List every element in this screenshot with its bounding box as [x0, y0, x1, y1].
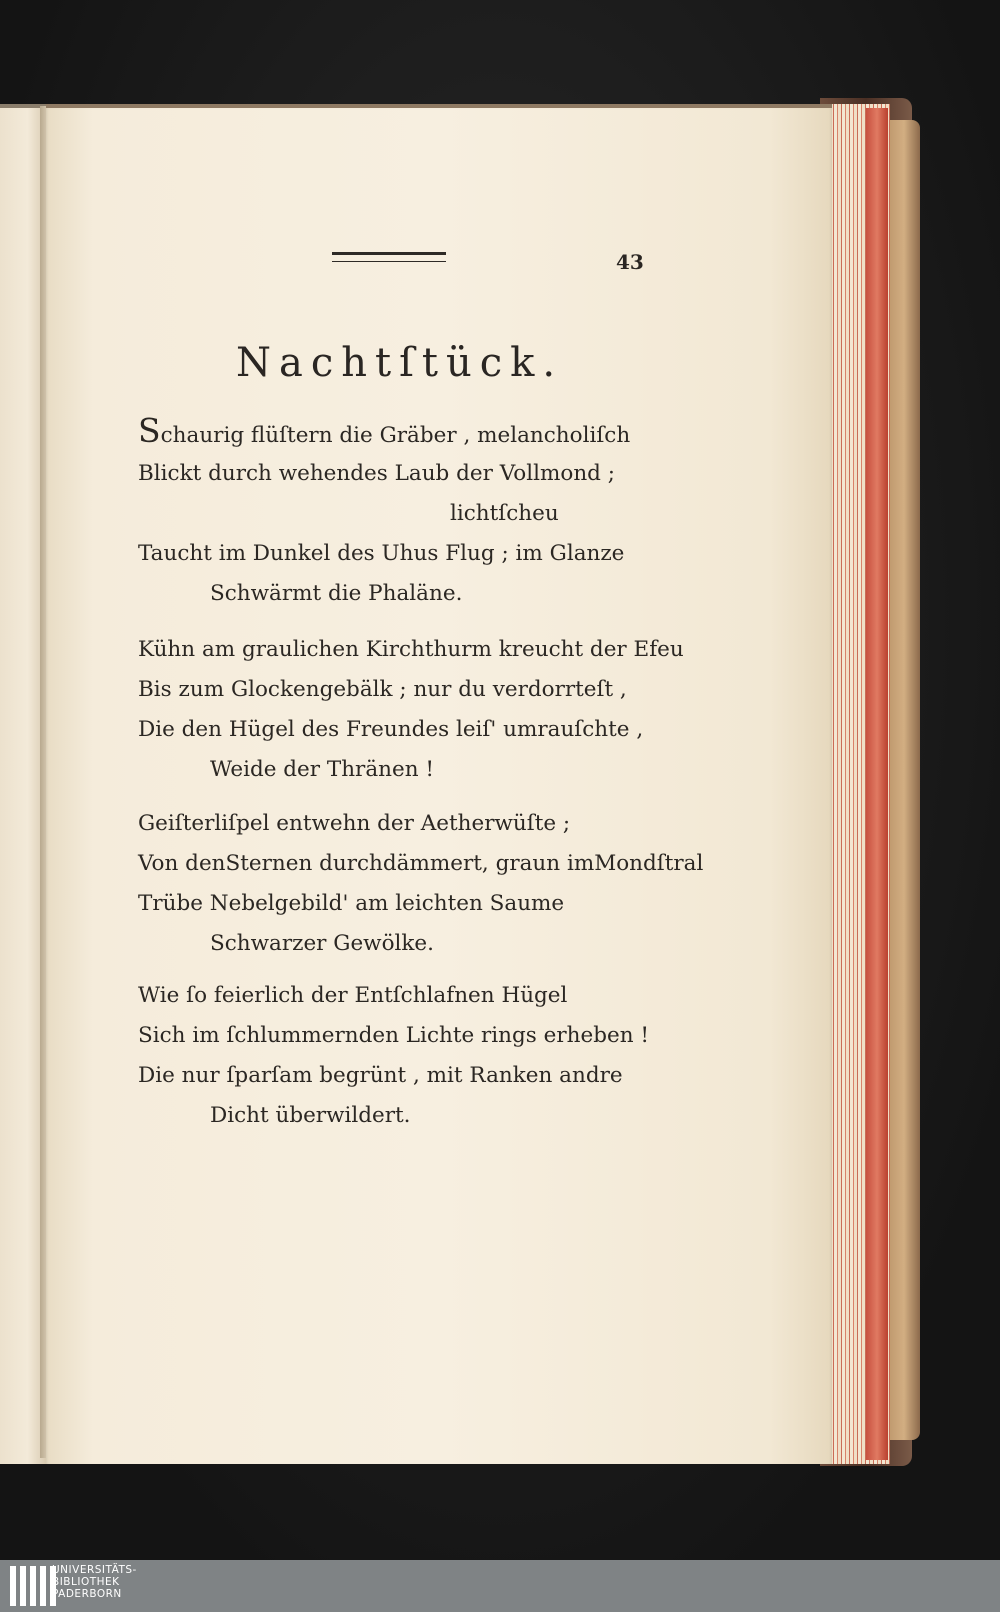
poem-line: Taucht im Dunkel des Uhus Flug ; im Glanze — [138, 541, 625, 566]
poem-line: Weide der Thränen ! — [210, 757, 435, 782]
poem-line: Wie ſo feierlich der Entſchlafnen Hügel — [138, 983, 568, 1008]
poem-line: Die nur ſparſam begrünt , mit Ranken andre — [138, 1063, 623, 1088]
library-footer-bar — [0, 1560, 1000, 1612]
stanza-4 — [138, 976, 698, 1136]
poem-line: lichtſcheu — [450, 501, 559, 526]
book-page — [46, 104, 832, 1464]
poem-line: Schwärmt die Phaläne. — [210, 581, 463, 606]
poem-line: Von denSternen durchdämmert, graun imMondſtral — [138, 851, 704, 876]
library-logo-text: UNIVERSITÄTS- BIBLIOTHEK PADERBORN — [52, 1564, 137, 1600]
poem-line: Die den Hügel des Freundes leiſ' umrauſchte , — [138, 717, 644, 742]
poem-line: Geiſterliſpel entwehn der Aetherwüſte ; — [138, 811, 571, 836]
stanza-2 — [138, 630, 698, 790]
poem-line: Kühn am graulichen Kirchthurm kreucht der Efeu — [138, 637, 684, 662]
poem-line: Dicht überwildert. — [210, 1103, 411, 1128]
page-number: 43 — [616, 250, 644, 274]
library-logo-icon — [10, 1566, 56, 1606]
poem-line: Blickt durch wehendes Laub der Vollmond ; — [138, 461, 616, 486]
header-rule — [332, 252, 446, 262]
poem-line: Schaurig flüſtern die Gräber , melancholiſch — [138, 411, 631, 450]
poem-line: Sich im ſchlummernden Lichte rings erheben ! — [138, 1023, 650, 1048]
drop-cap: S — [138, 411, 161, 450]
stanza-1 — [138, 411, 698, 614]
red-page-edge — [866, 108, 888, 1460]
poem-title: Nachtſtück. — [236, 340, 564, 386]
poem-line: Trübe Nebelgebild' am leichten Saume — [138, 891, 565, 916]
poem-line: Bis zum Glockengebälk ; nur du verdorrteſt , — [138, 677, 627, 702]
stanza-3 — [138, 804, 704, 964]
poem-line: Schwarzer Gewölke. — [210, 931, 434, 956]
